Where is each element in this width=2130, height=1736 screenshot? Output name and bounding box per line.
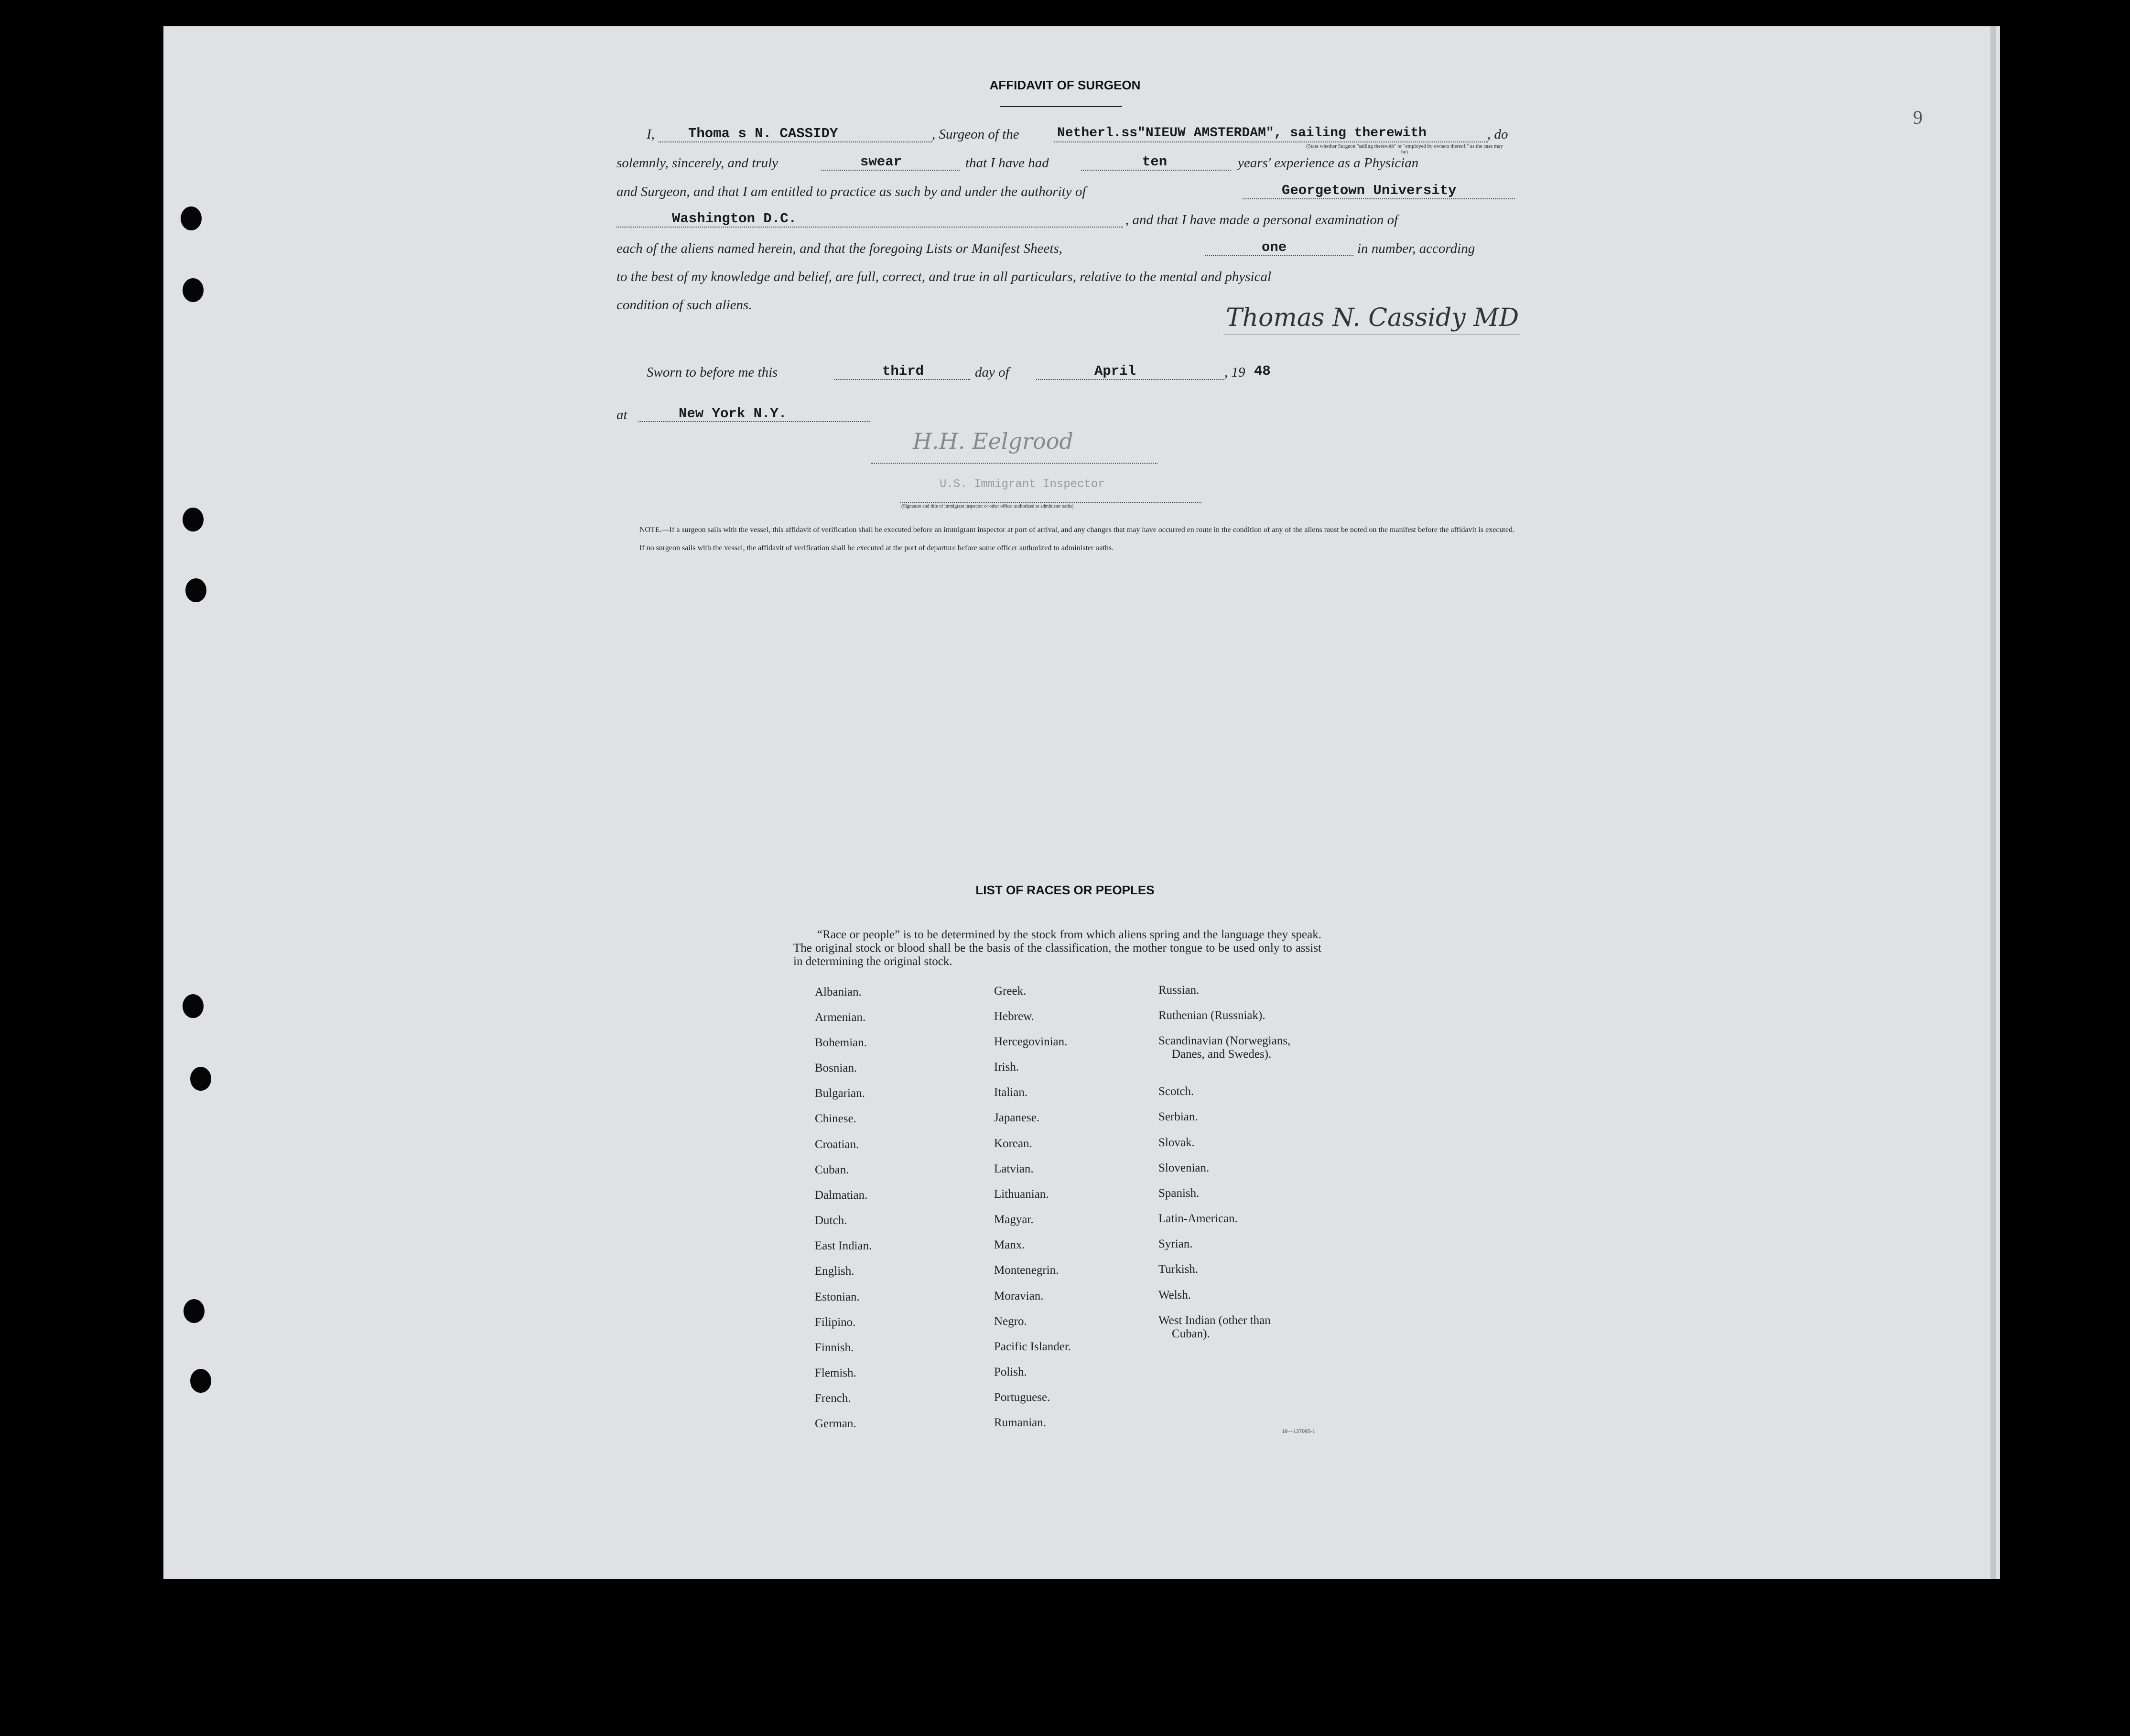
surgeon-name: Thoma s N. CASSIDY	[688, 126, 838, 141]
race-item: Spanish.	[1158, 1187, 1200, 1200]
affidavit-text: , do	[1487, 127, 1508, 142]
race-item: Latin-American.	[1158, 1212, 1238, 1225]
race-item: Negro.	[994, 1315, 1027, 1328]
binder-hole	[190, 1369, 211, 1393]
affidavit-text: , Surgeon of the	[932, 127, 1019, 142]
race-item: Finnish.	[815, 1341, 854, 1354]
race-item: Irish.	[994, 1061, 1019, 1074]
race-item: Estonian.	[815, 1291, 860, 1303]
affidavit-text: each of the aliens named herein, and that the foregoing Lists or Manifest Sheets,	[616, 241, 1062, 256]
sworn-place: New York N.Y.	[679, 406, 787, 422]
race-item: Albanian.	[815, 986, 862, 998]
fill-line	[1243, 198, 1515, 199]
binder-hole	[183, 994, 204, 1018]
sheet-edge	[1990, 26, 1996, 1579]
race-item: East Indian.	[815, 1239, 872, 1252]
sworn-month: April	[1094, 363, 1136, 379]
manifest-sheets: one	[1262, 239, 1287, 255]
race-item: Korean.	[994, 1137, 1032, 1150]
race-item: Welsh.	[1158, 1289, 1191, 1302]
race-item: Slovenian.	[1158, 1161, 1210, 1174]
note-paragraph: If no surgeon sails with the vessel, the affidavit of verification shall be executed at the port of departure before some officer authorized to administer oaths.	[639, 544, 1114, 552]
fill-line	[1036, 379, 1224, 380]
race-item: Hercegovinian.	[994, 1035, 1068, 1048]
race-item: Syrian.	[1158, 1237, 1193, 1250]
race-item: Serbian.	[1158, 1110, 1198, 1123]
authority: Georgetown University	[1282, 183, 1457, 198]
binder-hole	[185, 578, 206, 602]
race-item: Portuguese.	[994, 1391, 1050, 1404]
race-item: Turkish.	[1158, 1263, 1199, 1276]
race-item: Greek.	[994, 985, 1027, 998]
binder-hole	[181, 206, 202, 230]
race-item: Dalmatian.	[815, 1189, 868, 1202]
affidavit-text: and Surgeon, and that I am entitled to practice as such by and under the authority of	[616, 184, 1086, 199]
affidavit-text: years' experience as a Physician	[1238, 155, 1419, 171]
inspector-title: U.S. Immigrant Inspector	[940, 478, 1105, 491]
binder-hole	[183, 508, 204, 532]
races-intro: “Race or people” is to be determined by the stock from which aliens spring and the language they speak. The original stock or blood shall be the basis of the classification, the mother tongue to be used only to assist in determining the original stock.	[793, 928, 1321, 968]
race-item: Cuban).	[1172, 1327, 1210, 1340]
binder-hole	[183, 278, 204, 302]
affidavit-text: day of	[975, 365, 1009, 380]
affidavit-text: Sworn to before me this	[647, 365, 778, 380]
fill-line	[659, 141, 932, 142]
affidavit-title: AFFIDAVIT OF SURGEON	[989, 78, 1141, 92]
note-paragraph: NOTE.—If a surgeon sails with the vessel, this affidavit of verification shall be executed before an immigrant inspector at port of arrival, and any changes that may have occurred en route in the condition of any of the aliens must be noted on the manifest before the affidavit is executed.	[639, 526, 1514, 534]
race-item: Bohemian.	[815, 1036, 867, 1049]
race-item: Scotch.	[1158, 1085, 1194, 1098]
race-item: Japanese.	[994, 1111, 1040, 1124]
affidavit-text: to the best of my knowledge and belief, are full, correct, and true in all particulars, relative to the mental and physical	[616, 269, 1272, 284]
race-item: Bulgarian.	[815, 1087, 865, 1100]
vessel-name: Netherl.ss"NIEUW AMSTERDAM", sailing therewith	[1057, 126, 1427, 141]
race-item: Armenian.	[815, 1011, 866, 1024]
sworn-year: 48	[1254, 363, 1271, 379]
race-item: Chinese.	[815, 1112, 856, 1125]
race-item: Italian.	[994, 1086, 1028, 1099]
affidavit-text: , and that I have made a personal examination of	[1125, 212, 1398, 228]
page-number: 9	[1913, 107, 1923, 128]
affidavit-text: , 19	[1224, 365, 1245, 380]
race-item: Scandinavian (Norwegians,	[1158, 1034, 1291, 1047]
race-item: Croatian.	[815, 1138, 859, 1151]
fill-line	[1205, 255, 1353, 256]
authority-location: Washington D.C.	[672, 211, 797, 227]
form-number: 10—137095-1	[1282, 1428, 1315, 1434]
fill-line	[871, 463, 1157, 464]
inspector-signature: H.H. Eelgrood	[913, 428, 1073, 454]
oath-word: swear	[860, 154, 902, 170]
binder-hole	[184, 1299, 205, 1323]
race-item: Danes, and Swedes).	[1172, 1048, 1272, 1061]
affidavit-text: I,	[647, 127, 655, 142]
race-item: Magyar.	[994, 1213, 1034, 1226]
fill-line	[821, 170, 960, 171]
affidavit-text: condition of such aliens.	[616, 297, 752, 313]
race-item: Filipino.	[815, 1316, 856, 1329]
race-item: French.	[815, 1392, 851, 1405]
race-item: Pacific Islander.	[994, 1340, 1071, 1353]
fill-line	[900, 502, 1201, 503]
race-item: English.	[815, 1265, 854, 1278]
document-sheet	[163, 26, 2000, 1579]
fill-line	[834, 379, 970, 380]
vessel-note: (State whether Surgeon "sailing therewith" or "employed by owners thereof," as the case may be)	[1306, 143, 1503, 155]
affidavit-text: at	[616, 407, 627, 423]
years-experience: ten	[1142, 154, 1168, 170]
affidavit-text: that I have had	[965, 155, 1049, 171]
race-item: Dutch.	[815, 1214, 847, 1227]
race-item: Slovak.	[1158, 1136, 1195, 1149]
race-item: Latvian.	[994, 1162, 1034, 1175]
race-item: Polish.	[994, 1366, 1027, 1378]
race-item: Moravian.	[994, 1290, 1044, 1302]
races-title: LIST OF RACES OR PEOPLES	[975, 883, 1155, 897]
race-item: Lithuanian.	[994, 1188, 1049, 1201]
fill-line	[1054, 141, 1488, 142]
race-item: West Indian (other than	[1158, 1314, 1271, 1327]
sworn-day: third	[882, 363, 924, 379]
fill-line	[616, 227, 1123, 228]
race-item: Manx.	[994, 1238, 1025, 1251]
race-item: Cuban.	[815, 1163, 849, 1176]
surgeon-signature: Thomas N. Cassidy MD	[1226, 304, 1519, 332]
fill-line	[1081, 170, 1231, 171]
affidavit-text: in number, according	[1357, 241, 1475, 256]
title-underline	[1000, 106, 1122, 107]
binder-hole	[190, 1067, 211, 1091]
race-item: Russian.	[1158, 984, 1200, 997]
race-item: Hebrew.	[994, 1010, 1034, 1023]
race-item: Ruthenian (Russniak).	[1158, 1009, 1265, 1022]
race-item: Flemish.	[815, 1367, 856, 1379]
race-item: Montenegrin.	[994, 1264, 1059, 1277]
inspector-caption: (Signature and title of immigrant inspector or other officer authorized to administer oaths)	[901, 504, 1074, 509]
race-item: Bosnian.	[815, 1062, 857, 1074]
affidavit-text: solemnly, sincerely, and truly	[616, 155, 778, 171]
race-item: Rumanian.	[994, 1416, 1047, 1429]
race-item: German.	[815, 1417, 856, 1430]
